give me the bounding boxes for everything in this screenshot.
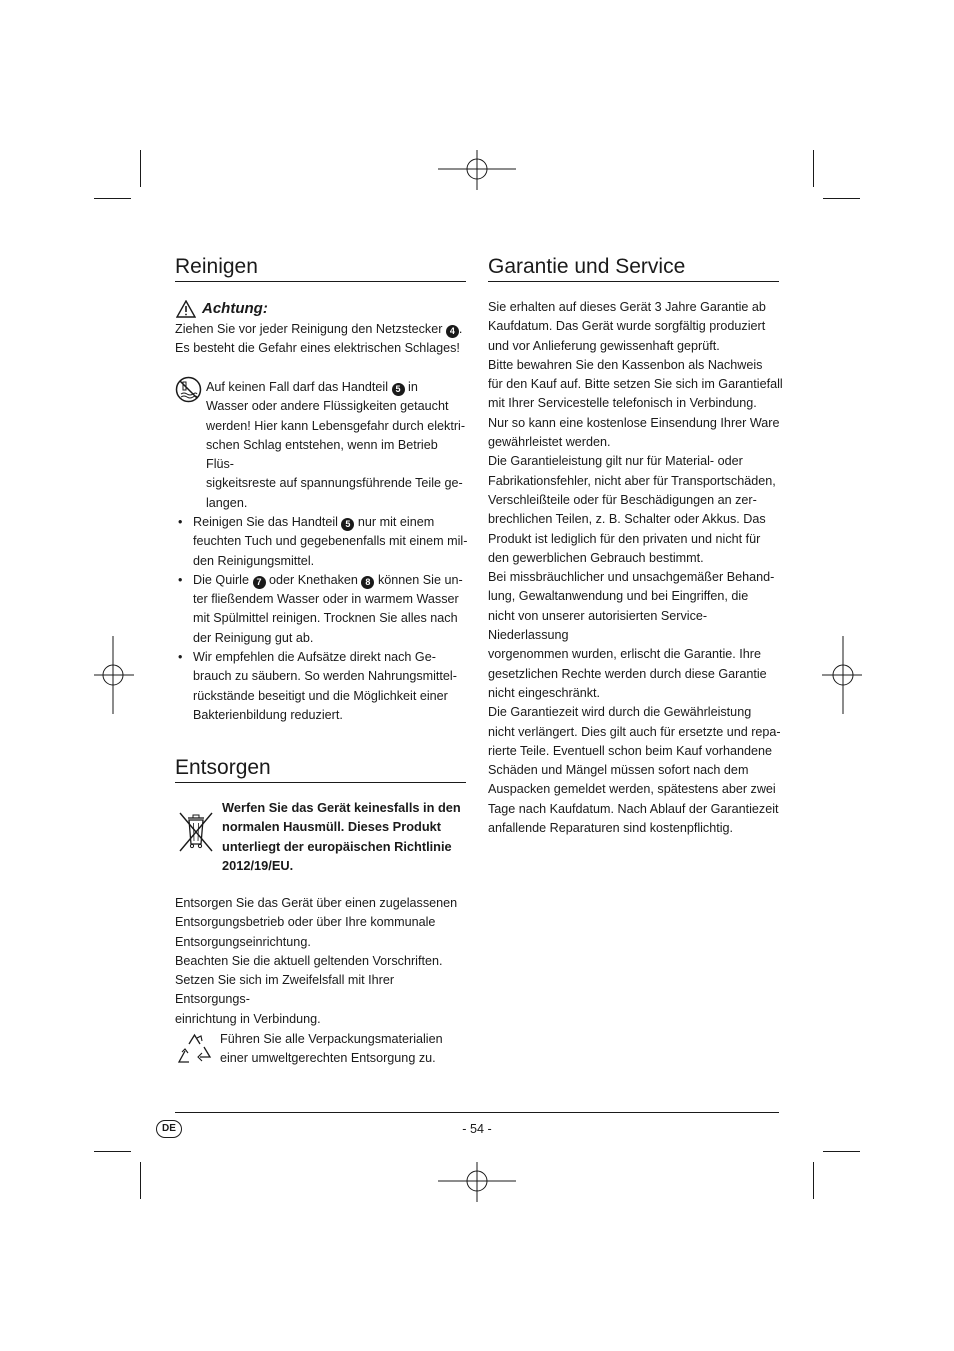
language-badge: DE (156, 1120, 182, 1138)
list-item: • Reinigen Sie das Handteil 5 nur mit einem feuchten Tuch und gegebenenfalls mit einem mil- den Reinigungsmittel. (175, 513, 470, 571)
warning-text: Ziehen Sie vor jeder Reinigung den Netzstecker 4 . Es besteht die Gefahr eines elektrischen Schlages! (175, 322, 463, 356)
recycle-text: Führen Sie alle Verpackungsmaterialien einer umweltgerechten Entsorgung zu. (220, 1032, 443, 1066)
part-number-badge: 7 (253, 576, 266, 589)
recycle-icon (175, 1031, 214, 1067)
no-water-immersion-icon (175, 376, 202, 403)
section-title-reinigen: Reinigen (175, 253, 466, 282)
disposal-text: Entsorgen Sie das Gerät über einen zugelassenen Entsorgungsbetrieb oder über Ihre kommunale Entsorgungseinrichtung. Beachten Sie die aktuell geltenden Vorschriften. Setzen Sie sich im Zweifelsfall mit Ihrer Entsorgungs- einrichtung in Verbindung. (175, 896, 458, 1026)
footer-rule (175, 1112, 779, 1113)
warning-triangle-icon (176, 300, 196, 318)
water-warning-text: Auf keinen Fall darf das Handteil 5 in Wasser oder andere Flüssigkeiten getaucht werden! Hier kann Lebensgefahr durch elektri- schen Schlag entstehen, wenn im Betrieb Flüs- sigkeitsreste auf spannungsführende Teile ge- langen. (206, 380, 466, 510)
disposal-warning: Werfen Sie das Gerät keinesfalls in den normalen Hausmüll. Dieses Produkt unterliegt der europäischen Richtlinie 2012/19/EU. (222, 800, 461, 873)
registration-mark-right (822, 636, 862, 714)
section-title-entsorgen: Entsorgen (175, 754, 466, 783)
part-number-badge: 5 (392, 383, 405, 396)
part-number-badge: 5 (341, 518, 354, 531)
list-item: • Wir empfehlen die Aufsätze direkt nach Ge- brauch zu säubern. So werden Nahrungsmittel- rückstände beseitigt und die Möglichkeit einer Bakterienbildung reduziert. (175, 648, 470, 725)
part-number-badge: 8 (361, 576, 374, 589)
warning-label: Achtung: (202, 300, 268, 317)
page-number: - 54 - (462, 1122, 492, 1136)
warranty-text: Sie erhalten auf dieses Gerät 3 Jahre Garantie ab Kaufdatum. Das Gerät wurde sorgfältig produziert und vor Anlieferung gewissenhaft geprüft. Bitte bewahren Sie den Kassenbon als Nachweis für den Kauf auf. Bitte setzen Sie sich im Garantiefall mit Ihrer Servicestelle telefonisch in Verbindung. Nur so kann eine kostenlose Einsendung Ihrer Ware gewährleistet werden. Die Garantieleistung gilt nur für Material- oder Fabrikationsfehler, nicht aber für Transportschäden, Verschleißteile oder für Beschädigungen an zer- brechlichen Teilen, z. B. Schalter oder Akkus. Das Produkt ist lediglich für den privaten und nicht für den gewerblichen Gebrauch bestimmt. Bei missbräuchlicher und unsachgemäßer Behand- lung, Gewaltanwendung und bei Eingriffen, die nicht von unserer autorisierten Service-Niederlassung vorgenommen wurden, erlischt die Garantie. Ihre gesetzlichen Rechte werden durch diese Garantie nicht eingeschränkt. Die Garantiezeit wird durch die Gewährleistung nicht verlängert. Dies gilt auch für ersetzte und repa- rierte Teile. Eventuell schon beim Kauf vorhandene Schäden und Mängel müssen sofort nach dem Auspacken gemeldet werden, spätestens aber zwei Tage nach Kaufdatum. Nach Ablauf der Garantiezeit anfallende Reparaturen sind kostenpflichtig. (488, 300, 783, 836)
list-item: • Die Quirle 7 oder Knethaken 8 können Sie un- ter fließendem Wasser oder in warmem Wasser mit Spülmittel reinigen. Trocknen Sie alles nach der Reinigung gut ab. (175, 571, 470, 648)
part-number-badge: 4 (446, 325, 459, 338)
section-title-garantie: Garantie und Service (488, 253, 779, 282)
registration-mark-top (438, 150, 516, 192)
cleaning-instructions-list (175, 513, 470, 725)
crossed-out-bin-icon (177, 811, 215, 853)
registration-mark-left (94, 636, 134, 714)
registration-mark-bottom (438, 1160, 516, 1202)
